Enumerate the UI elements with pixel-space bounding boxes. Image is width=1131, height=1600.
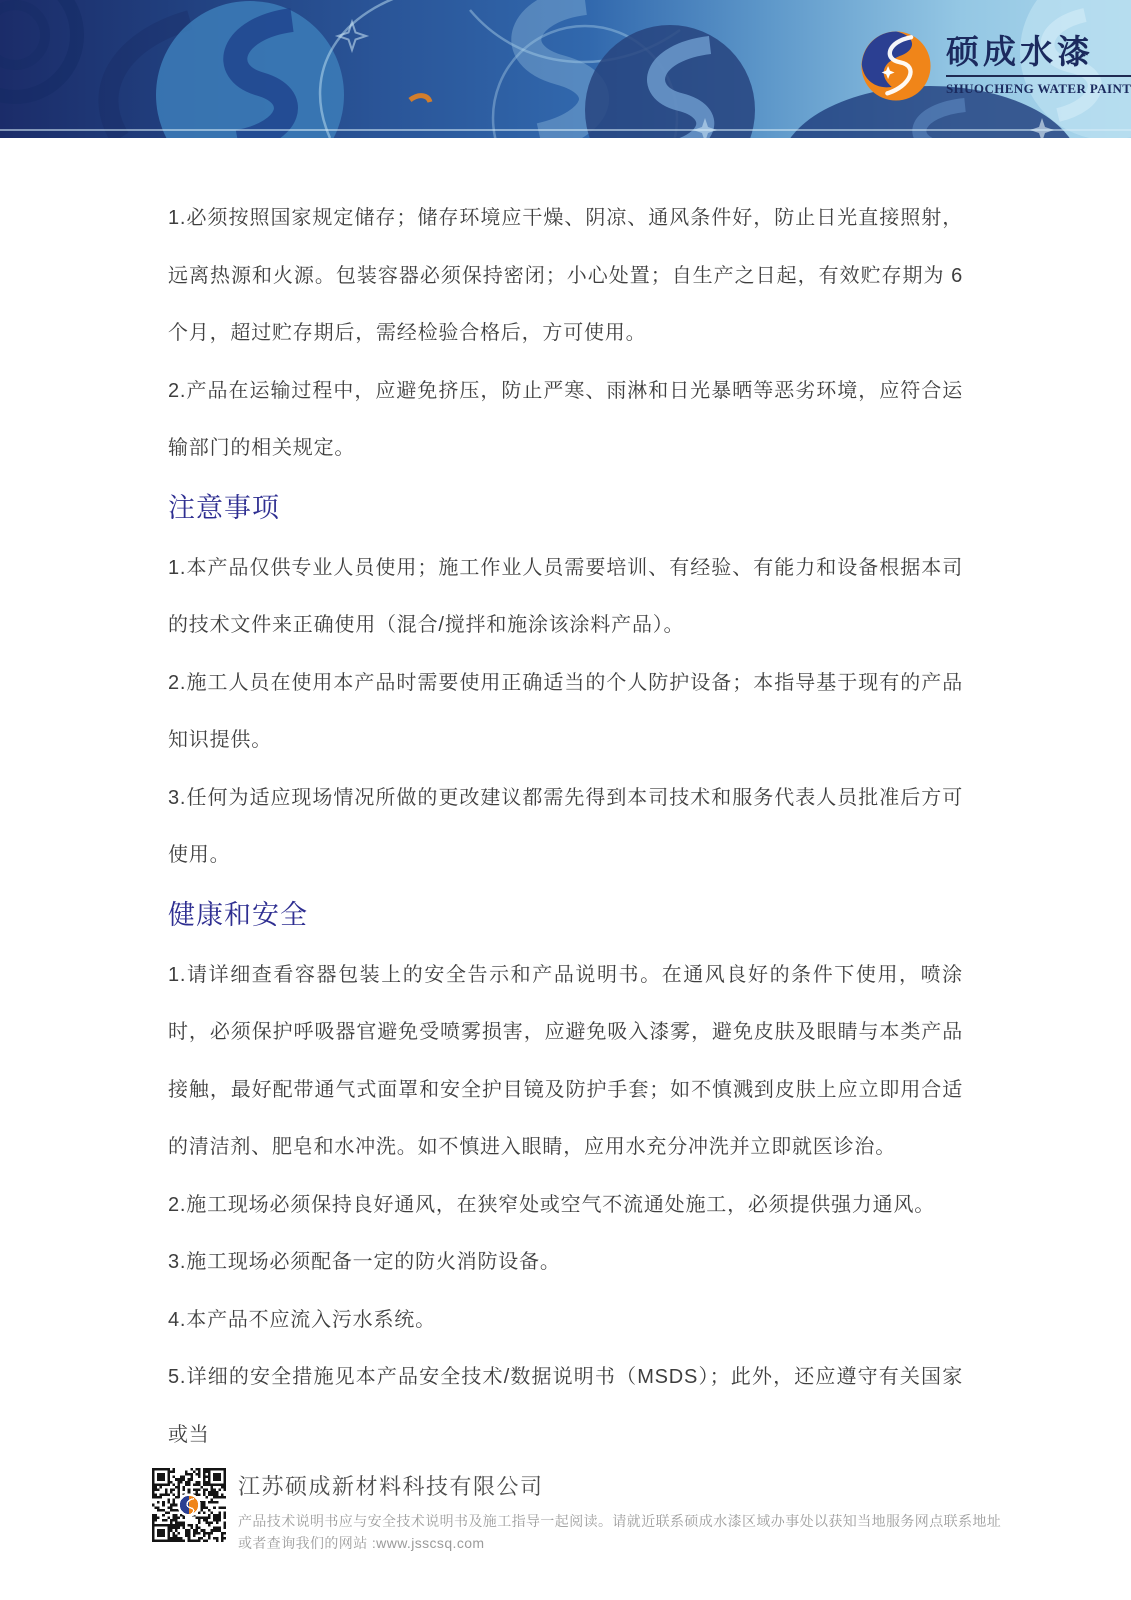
company-name: 江苏硕成新材料科技有限公司 [238, 1474, 544, 1499]
brand-name-en: SHUOCHENG WATER PAINT [946, 80, 1131, 96]
paragraph-storage-2: 2.产品在运输过程中，应避免挤压，防止严寒、雨淋和日光暴晒等恶劣环境，应符合运输部门的相关规定。 [168, 379, 963, 459]
brand-logo [860, 30, 1131, 102]
page-header [0, 0, 1131, 138]
footer-text [238, 1468, 1001, 1554]
paragraph-health-1: 1.请详细查看容器包装上的安全告示和产品说明书。在通风良好的条件下使用，喷涂时，必须保护呼吸器官避免受喷雾损害，应避免吸入漆雾，避免皮肤及眼睛与本类产品接触，最好配带通气式面罩和安全护目镜及防护手套；如不慎溅到皮肤上应立即用合适的清洁剂、肥皂和水冲洗。如不慎进入眼睛，应用水充分冲洗并立即就医诊治。 [168, 963, 963, 1158]
paragraph-precaution-1: 1.本产品仅供专业人员使用；施工作业人员需要培训、有经验、有能力和设备根据本司的技术文件来正确使用（混合/搅拌和施涂该涂料产品）。 [168, 556, 963, 636]
brand-underline [946, 75, 1131, 77]
paragraph-precaution-3: 3.任何为适应现场情况所做的更改建议都需先得到本司技术和服务代表人员批准后方可使用。 [168, 786, 963, 866]
brand-logo-icon [860, 30, 932, 102]
document-body [0, 138, 1131, 1464]
qr-code-icon [152, 1468, 226, 1542]
paragraph-storage-1: 1.必须按照国家规定储存；储存环境应干燥、阴凉、通风条件好，防止日光直接照射，远离热源和火源。包装容器必须保持密闭；小心处置；自生产之日起，有效贮存期为 6 个月，超过贮存期后，需经检验合格后，方可使用。 [168, 207, 963, 344]
footer-note-line1: 产品技术说明书应与安全技术说明书及施工指导一起阅读。请就近联系硕成水漆区域办事处以获知当地服务网点联系地址 [238, 1513, 1002, 1529]
paragraph-health-2: 2.施工现场必须保持良好通风，在狭窄处或空气不流通处施工，必须提供强力通风。 [168, 1193, 936, 1216]
brand-text [946, 35, 1131, 96]
section-title-health-safety: 健康和安全 [168, 899, 308, 930]
paragraph-precaution-2: 2.施工人员在使用本产品时需要使用正确适当的个人防护设备；本指导基于现有的产品知识提供。 [168, 671, 963, 751]
page-footer [152, 1468, 1001, 1554]
paragraph-health-4: 4.本产品不应流入污水系统。 [168, 1308, 436, 1331]
brand-name-cn: 硕成水漆 [946, 35, 1094, 72]
footer-note-line2: 或者查询我们的网站 :www.jsscsq.com [238, 1535, 485, 1551]
paragraph-health-3: 3.施工现场必须配备一定的防火消防设备。 [168, 1251, 561, 1273]
section-title-precautions: 注意事项 [168, 492, 280, 523]
paragraph-health-5: 5.详细的安全措施见本产品安全技术/数据说明书（MSDS）；此外，还应遵守有关国家或当 [168, 1366, 963, 1446]
